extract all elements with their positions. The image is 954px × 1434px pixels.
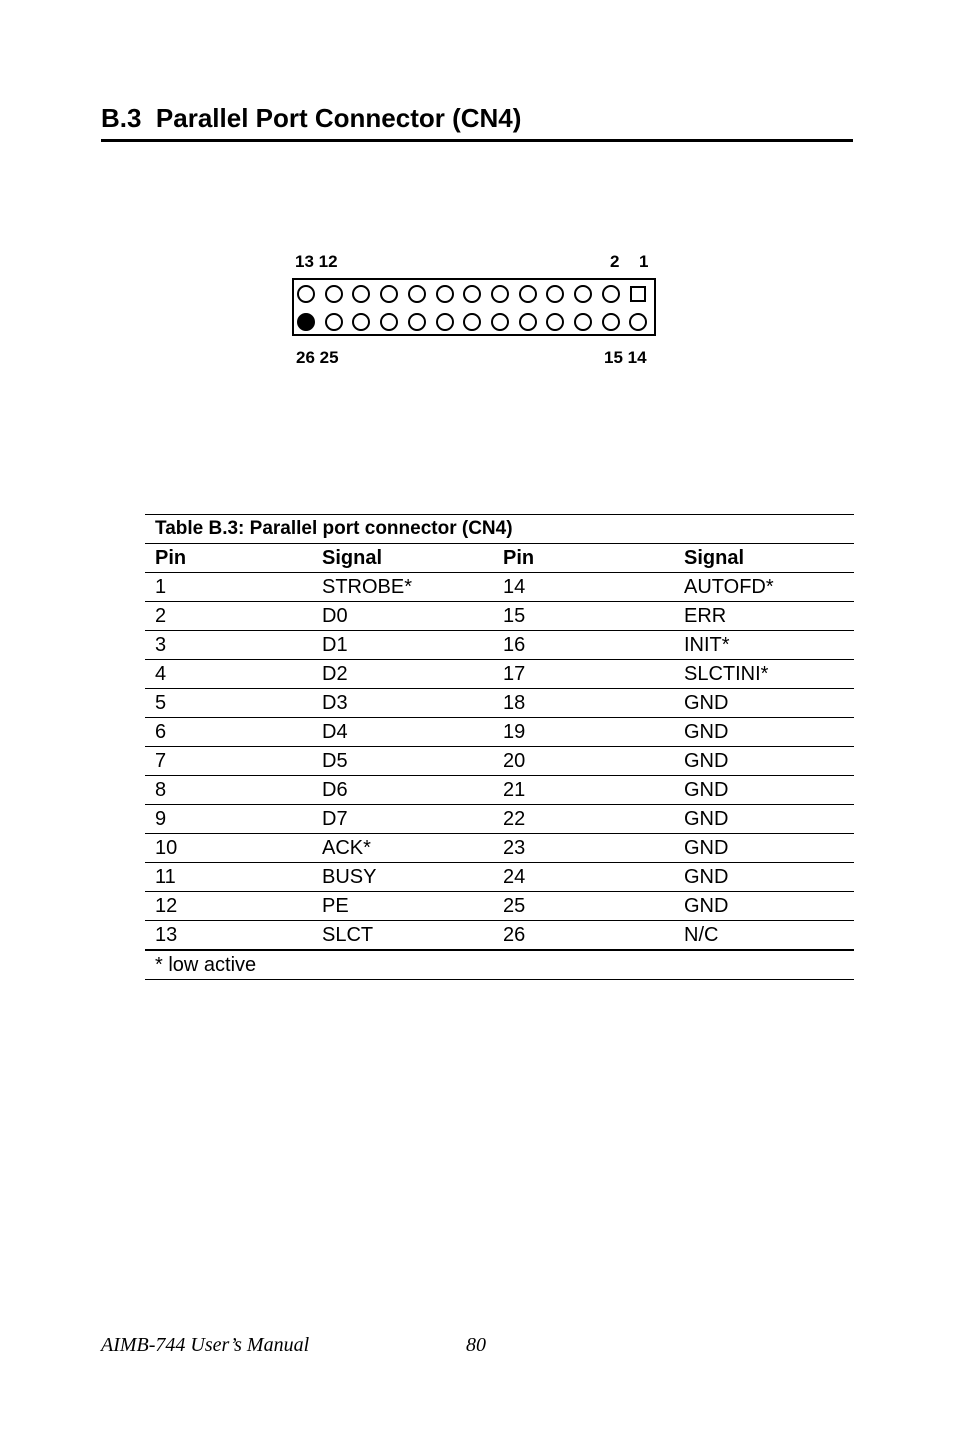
table-cell: PE [322,895,349,917]
table-cell: D0 [322,605,348,627]
table-cell: 17 [503,663,526,685]
table-row [145,833,854,862]
table-cell: D2 [322,663,348,685]
pin-hole [491,313,509,331]
pin-label-1: 1 [639,252,649,271]
pin-hole [352,313,370,331]
table-row [145,804,854,833]
table-cell: 13 [155,924,178,946]
table-note: * low active [155,954,257,976]
pin-hole [297,285,315,303]
table-cell: 6 [155,721,167,743]
table-cell: 14 [503,576,526,598]
table-cell: GND [684,692,729,714]
table-cell: STROBE* [322,576,413,598]
table-cell: ACK* [322,837,371,859]
footer-page-number: 80 [466,1334,486,1356]
pin-hole [325,285,343,303]
pin-26-filled [297,313,315,331]
table-row [145,572,854,601]
table-cell: D3 [322,692,348,714]
pin-hole [380,313,398,331]
table-cell: D4 [322,721,348,743]
pin-1-square [630,286,646,302]
table-cell: 11 [155,866,176,888]
pin-hole [602,313,620,331]
table-cell: 19 [503,721,526,743]
table-note-row [145,950,854,980]
pin-hole [574,313,592,331]
table-cell: ERR [684,605,727,627]
table-row [145,717,854,746]
table-cell: 20 [503,750,526,772]
pin-hole [491,285,509,303]
table-cell: 9 [155,808,167,830]
table-cell: INIT* [684,634,730,656]
table-cell: SLCTINI* [684,663,769,685]
pin-hole [629,313,647,331]
section-heading: B.3 Parallel Port Connector (CN4) [101,103,522,133]
table-caption: Table B.3: Parallel port connector (CN4) [155,518,513,539]
pin-hole [352,285,370,303]
table-row [145,659,854,688]
table-caption-row [145,514,854,543]
pin-label-2: 2 [610,252,620,271]
table-row [145,920,854,950]
pin-hole [436,313,454,331]
table-cell: 4 [155,663,167,685]
pin-hole [436,285,454,303]
pin-hole [546,285,564,303]
table-cell: GND [684,837,729,859]
table-cell: 8 [155,779,167,801]
pin-hole [408,313,426,331]
table-cell: 18 [503,692,526,714]
pin-hole [463,313,481,331]
table-cell: 25 [503,895,526,917]
table-cell: N/C [684,924,719,946]
table-row [145,862,854,891]
table-row [145,601,854,630]
header-pin-1: Pin [155,547,187,569]
table-row [145,688,854,717]
table-cell: AUTOFD* [684,576,774,598]
header-pin-2: Pin [503,547,535,569]
pin-hole [546,313,564,331]
table-cell: D1 [322,634,348,656]
table-cell: GND [684,866,729,888]
heading-rule [101,139,853,142]
pin-hole [408,285,426,303]
pin-hole [519,285,537,303]
table-header-row [145,543,854,572]
pin-hole [519,313,537,331]
pin-hole [463,285,481,303]
table-cell: 10 [155,837,178,859]
table-cell: 24 [503,866,526,888]
pin-hole [574,285,592,303]
table-cell: 23 [503,837,526,859]
table-cell: SLCT [322,924,374,946]
header-signal-1: Signal [322,547,383,569]
table-cell: GND [684,808,729,830]
pin-label-13-12: 13 12 [295,252,338,271]
pin-hole [602,285,620,303]
table-cell: GND [684,721,729,743]
table-cell: 12 [155,895,178,917]
footer-manual-title: AIMB-744 User’s Manual [101,1334,310,1356]
table-cell: 5 [155,692,167,714]
table-row [145,891,854,920]
table-cell: GND [684,895,729,917]
connector-header-outline [292,278,656,336]
pin-label-15-14: 15 14 [604,348,647,367]
table-cell: 7 [155,750,167,772]
header-signal-2: Signal [684,547,745,569]
pin-hole [380,285,398,303]
table-cell: 15 [503,605,526,627]
table-cell: 22 [503,808,526,830]
table-cell: 21 [503,779,526,801]
table-row [145,630,854,659]
table-cell: 3 [155,634,167,656]
table-row [145,746,854,775]
table-cell: 26 [503,924,526,946]
table-cell: 16 [503,634,526,656]
table-cell: GND [684,779,729,801]
pin-hole [325,313,343,331]
table-cell: 2 [155,605,167,627]
table-cell: D5 [322,750,348,772]
table-cell: D7 [322,808,348,830]
pin-label-26-25: 26 25 [296,348,339,367]
table-cell: BUSY [322,866,377,888]
pin-table [145,514,854,980]
table-cell: GND [684,750,729,772]
table-cell: D6 [322,779,348,801]
table-row [145,775,854,804]
table-cell: 1 [155,576,167,598]
